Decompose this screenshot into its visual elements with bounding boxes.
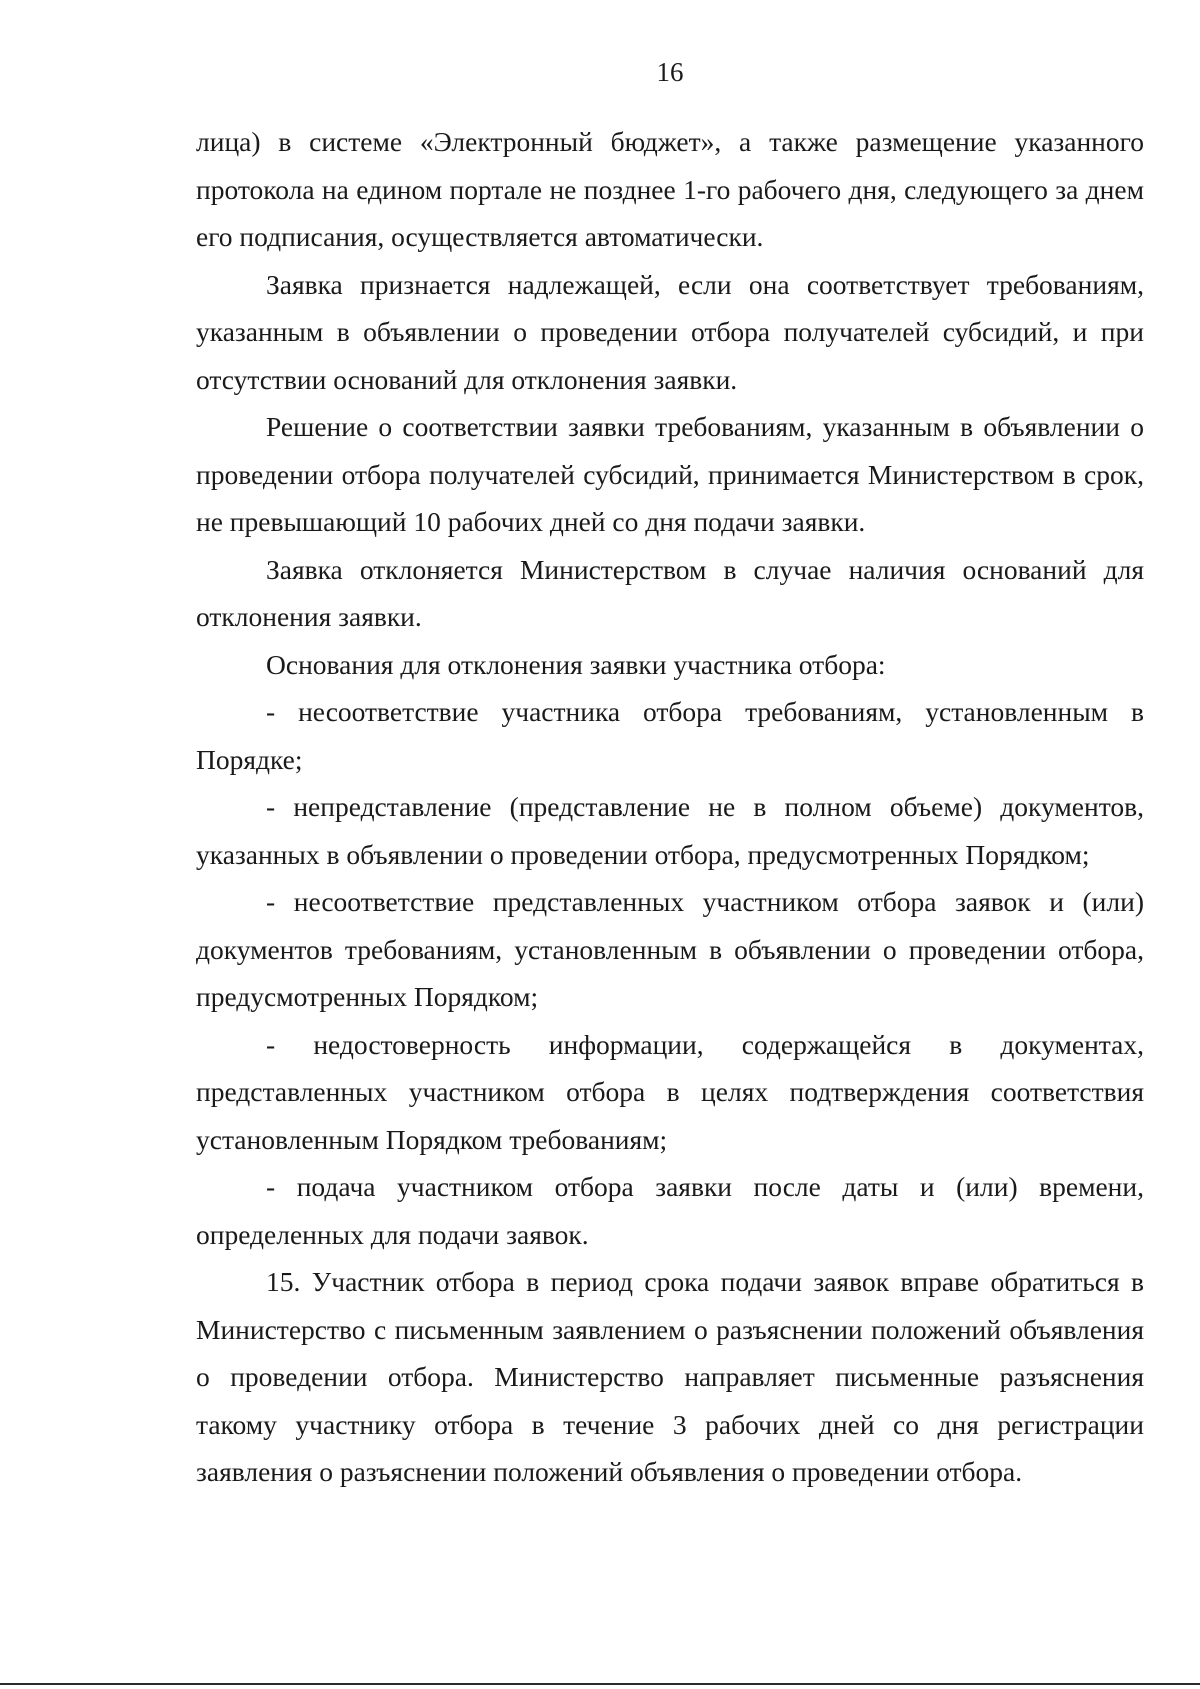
list-item-missing-documents: - непредставление (представление не в полном объеме) документов, указанных в объявлении о проведении отбора, предусмотренных Порядком;: [196, 791, 1144, 870]
list-item-noncompliance-documents: - несоответствие представленных участником отбора заявок и (или) документов требованиям, установленным в объявлении о проведении отбора, предусмотренных Порядком;: [196, 886, 1144, 1012]
paragraph-compliance-decision: Решение о соответствии заявки требованиям, указанным в объявлении о проведении отбора получателей субсидий, принимается Министерством в срок, не превышающий 10 рабочих дней со дня подачи заявки.: [196, 411, 1144, 537]
page-number: 16: [656, 57, 684, 87]
paragraph-rejection-grounds-heading: Основания для отклонения заявки участника отбора:: [266, 648, 886, 680]
paragraph-clause-15: 15. Участник отбора в период срока подачи заявок вправе обратиться в Министерство с письменным заявлением о разъяснении положений объявления о проведении отбора. Министерство направляет письменные разъяснения такому участнику отбора в течение 3 рабочих дней со дня регистрации заявления о разъяснении положений объявления о проведении отбора.: [196, 1266, 1144, 1487]
list-item-false-information: - недостоверность информации, содержащейся в документах, представленных участником отбора в целях подтверждения соответствия установленным Порядком требованиям;: [196, 1028, 1144, 1155]
paragraph-application-proper: Заявка признается надлежащей, если она соответствует требованиям, указанным в объявлении о проведении отбора получателей субсидий, и при отсутствии оснований для отклонения заявки.: [196, 268, 1144, 395]
document-body: [196, 118, 1144, 1496]
paragraph-protocol-continuation: лица) в системе «Электронный бюджет», а также размещение указанного протокола на едином портале не позднее 1-го рабочего дня, следующего за днем его подписания, осуществляется автоматически.: [196, 126, 1144, 252]
bottom-edge-line: [0, 1683, 1200, 1685]
list-item-late-submission: - подача участником отбора заявки после даты и (или) времени, определенных для подачи заявок.: [196, 1171, 1144, 1250]
paragraph-rejection: Заявка отклоняется Министерством в случае наличия оснований для отклонения заявки.: [196, 553, 1144, 632]
list-item-noncompliance-participant: - несоответствие участника отбора требованиям, установленным в Порядке;: [196, 696, 1144, 775]
